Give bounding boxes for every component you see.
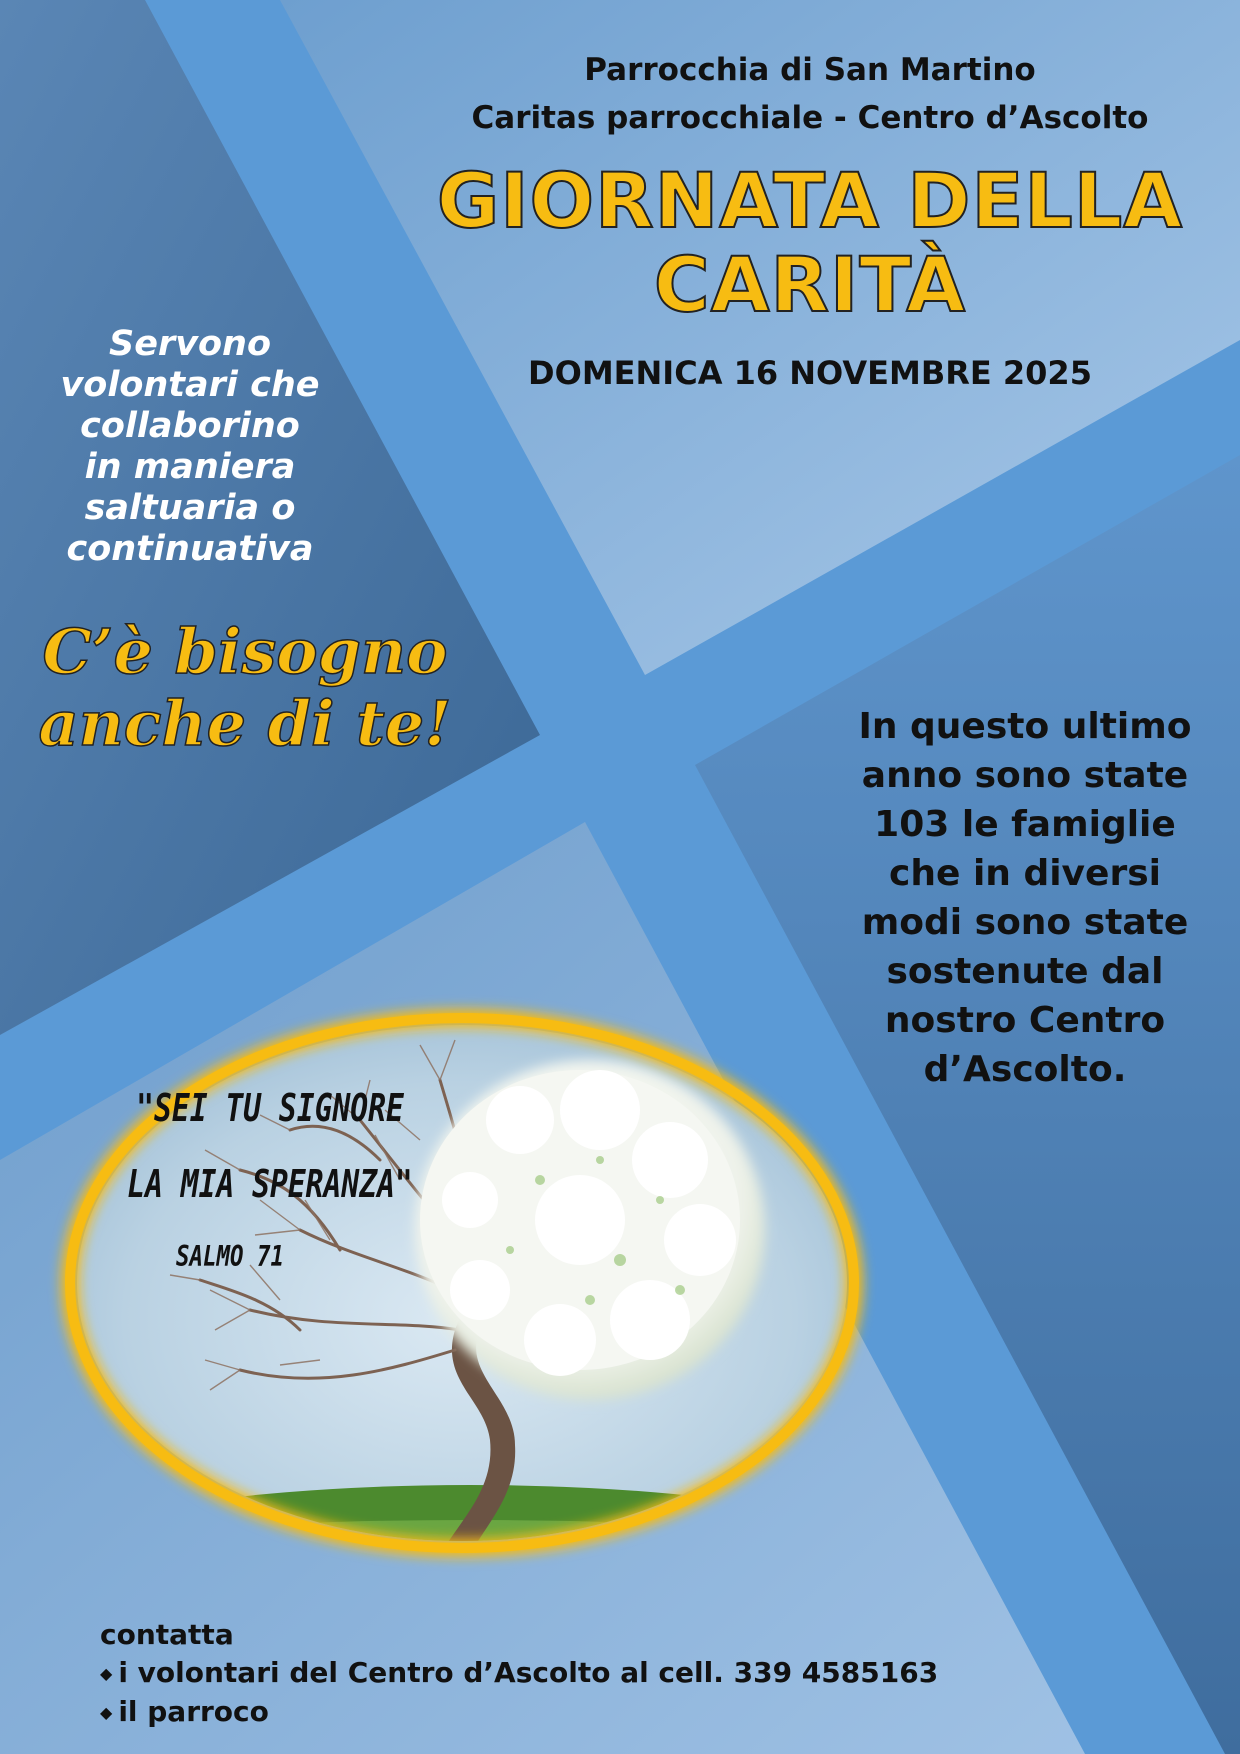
contact-item	[100, 1654, 1000, 1693]
volunteers-line: Servono	[108, 324, 272, 364]
contact-item	[100, 1693, 1000, 1732]
families-line: anno sono state	[861, 755, 1189, 796]
contact-item-label: il parroco	[118, 1695, 269, 1728]
need-you-line-1: C’è bisogno	[42, 615, 448, 688]
volunteers-line: continuativa	[66, 529, 314, 569]
bullet-diamond-icon: ◆	[100, 1664, 113, 1683]
event-title-line-1: GIORNATA DELLA	[436, 156, 1184, 245]
quote-line-1: "SEI TU SIGNORE	[136, 1086, 404, 1130]
contact-item-label: i volontari del Centro d’Ascolto al cell. 339 4585163	[118, 1656, 939, 1689]
families-line: 103 le famiglie	[874, 804, 1176, 845]
families-statement	[840, 702, 1210, 1094]
organization-name: Caritas parrocchiale - Centro d’Ascolto	[471, 100, 1149, 136]
families-line: che in diversi	[889, 853, 1161, 894]
volunteers-call	[20, 324, 360, 570]
need-you-slogan	[20, 616, 470, 760]
families-line: d’Ascolto.	[923, 1049, 1127, 1090]
contact-block	[100, 1616, 1000, 1732]
event-title-line-2: CARITÀ	[653, 240, 967, 329]
volunteers-line: collaborino	[80, 406, 300, 446]
contact-heading: contatta	[100, 1618, 234, 1651]
volunteers-line: volontari che	[60, 365, 320, 405]
quote-source: SALMO 71	[176, 1240, 284, 1273]
families-line: In questo ultimo	[858, 706, 1192, 747]
quote-line-2: LA MIA SPERANZA"	[127, 1162, 413, 1206]
families-line: sostenute dal	[886, 951, 1164, 992]
parish-name: Parrocchia di San Martino	[584, 52, 1036, 88]
event-date: DOMENICA 16 NOVEMBRE 2025	[528, 354, 1092, 392]
volunteers-line: in maniera	[84, 447, 296, 487]
bullet-diamond-icon: ◆	[100, 1703, 113, 1722]
families-line: modi sono state	[861, 902, 1189, 943]
volunteers-line: saltuaria o	[84, 488, 296, 528]
need-you-line-2: anche di te!	[38, 687, 452, 760]
families-line: nostro Centro	[884, 1000, 1166, 1041]
